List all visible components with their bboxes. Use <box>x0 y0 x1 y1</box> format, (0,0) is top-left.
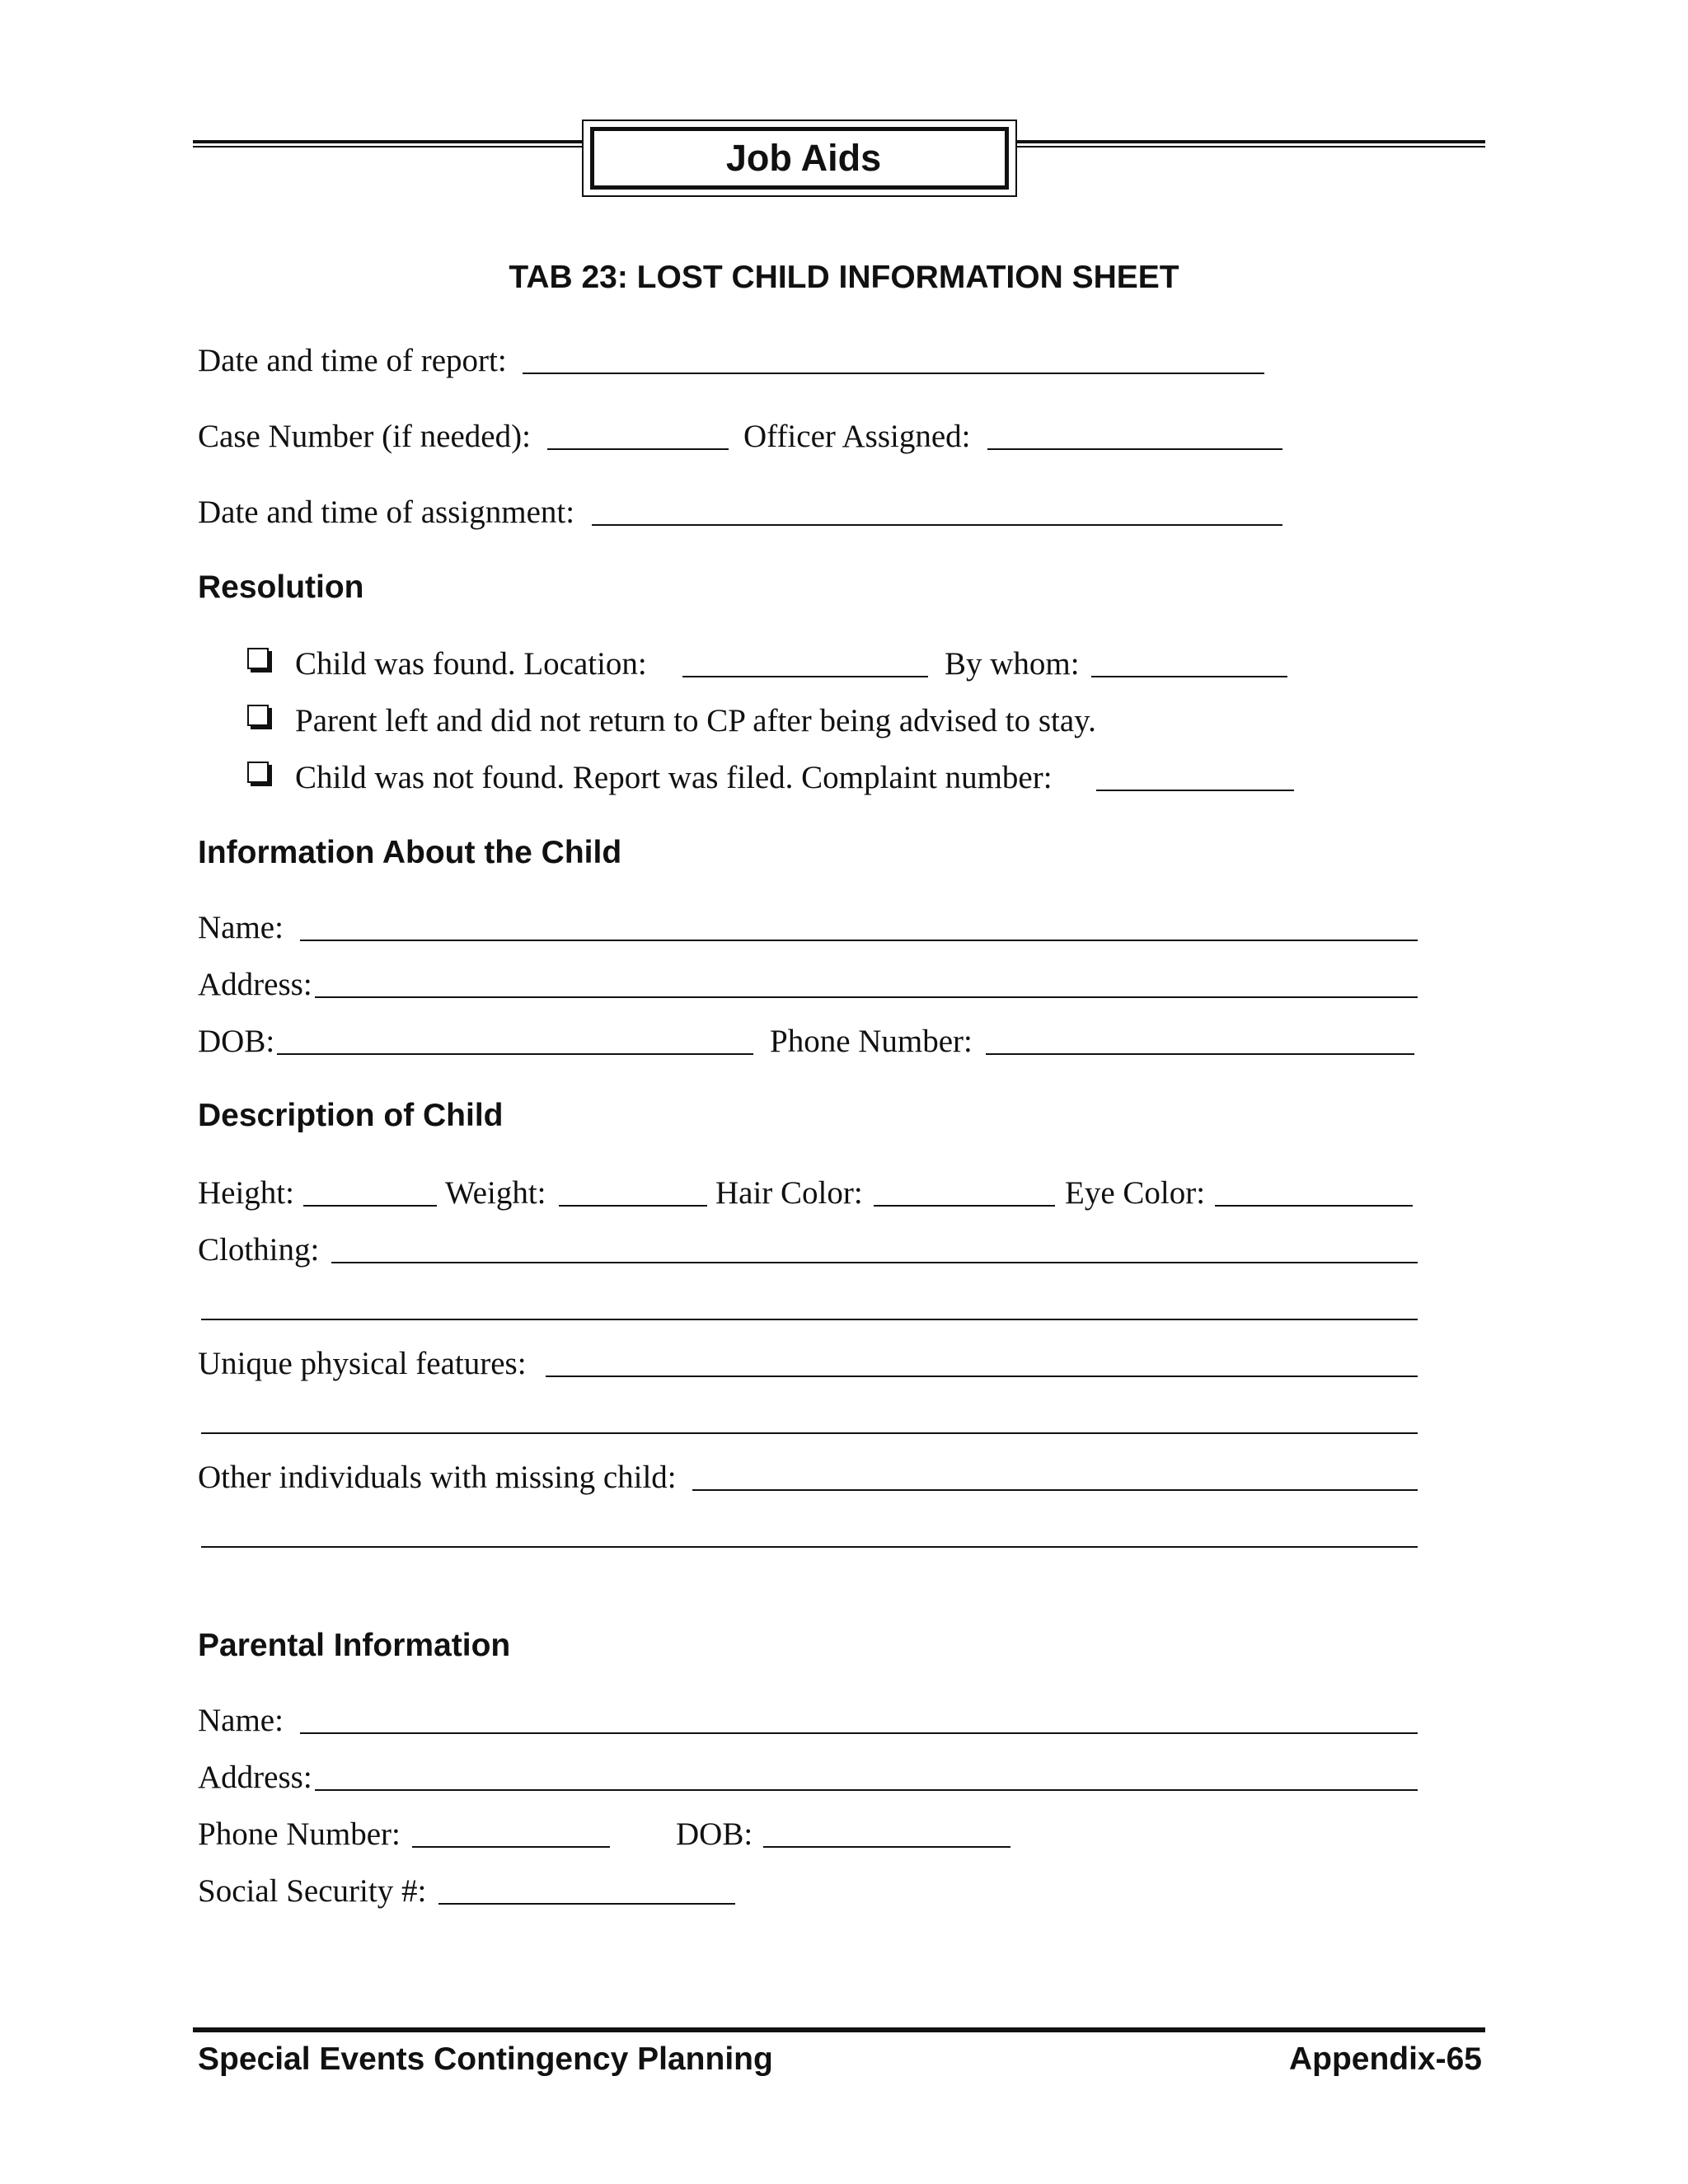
child-phone-field[interactable] <box>986 1053 1414 1055</box>
assignment-date-field[interactable] <box>592 524 1282 526</box>
job-aids-badge <box>590 127 1009 190</box>
child-found-label: Child was found. Location: <box>295 646 647 682</box>
parent-phone-field[interactable] <box>412 1846 610 1848</box>
child-found-checkbox[interactable] <box>247 648 269 669</box>
found-by-whom-label: By whom: <box>945 646 1080 682</box>
footer-right: Appendix-65 <box>1288 2041 1482 2077</box>
header-rule-right <box>1017 140 1485 143</box>
other-individuals-label: Other individuals with missing child: <box>198 1460 677 1495</box>
report-date-label: Date and time of report: <box>198 343 507 378</box>
clothing-label: Clothing: <box>198 1232 320 1268</box>
job-aids-label: Job Aids <box>725 137 882 179</box>
child-dob-field[interactable] <box>277 1053 753 1055</box>
report-date-field[interactable] <box>523 373 1264 374</box>
case-number-label: Case Number (if needed): <box>198 419 531 454</box>
child-info-heading: Information About the Child <box>198 835 622 870</box>
child-address-field[interactable] <box>315 996 1418 998</box>
assignment-date-label: Date and time of assignment: <box>198 494 575 530</box>
parent-info-heading: Parental Information <box>198 1628 511 1663</box>
found-by-whom-field[interactable] <box>1091 676 1287 677</box>
officer-assigned-field[interactable] <box>987 448 1282 450</box>
eye-color-label: Eye Color: <box>1065 1175 1206 1211</box>
child-name-field[interactable] <box>300 940 1418 941</box>
parent-left-checkbox[interactable] <box>247 705 269 726</box>
hair-color-field[interactable] <box>874 1205 1055 1207</box>
child-dob-label: DOB: <box>198 1024 275 1059</box>
parent-left-label: Parent left and did not return to CP after being advised to stay. <box>295 703 1096 738</box>
height-field[interactable] <box>303 1205 437 1207</box>
parent-address-label: Address: <box>198 1760 312 1795</box>
page-title: TAB 23: LOST CHILD INFORMATION SHEET <box>509 260 1179 295</box>
other-individuals-field-line-2[interactable] <box>201 1546 1418 1548</box>
child-not-found-checkbox[interactable] <box>247 762 269 783</box>
header-rule-right-thin <box>1017 146 1485 148</box>
unique-features-label: Unique physical features: <box>198 1346 527 1381</box>
parent-address-field[interactable] <box>315 1789 1418 1791</box>
other-individuals-field[interactable] <box>692 1489 1418 1491</box>
footer-rule <box>193 2027 1485 2032</box>
found-location-field[interactable] <box>682 676 928 677</box>
resolution-heading: Resolution <box>198 569 364 605</box>
height-label: Height: <box>198 1175 294 1211</box>
unique-features-field[interactable] <box>546 1376 1418 1377</box>
child-not-found-label: Child was not found. Report was filed. Complaint number: <box>295 760 1053 795</box>
ssn-label: Social Security #: <box>198 1873 427 1909</box>
parent-name-field[interactable] <box>300 1732 1418 1734</box>
officer-assigned-label: Officer Assigned: <box>743 419 971 454</box>
ssn-field[interactable] <box>438 1903 735 1905</box>
clothing-field[interactable] <box>331 1262 1418 1263</box>
hair-color-label: Hair Color: <box>715 1175 863 1211</box>
header-rule-left <box>193 140 582 143</box>
child-phone-label: Phone Number: <box>770 1024 973 1059</box>
parent-name-label: Name: <box>198 1703 284 1738</box>
complaint-number-field[interactable] <box>1096 790 1294 791</box>
parent-phone-label: Phone Number: <box>198 1816 401 1852</box>
clothing-field-line-2[interactable] <box>201 1319 1418 1320</box>
weight-field[interactable] <box>559 1205 707 1207</box>
child-address-label: Address: <box>198 967 312 1002</box>
unique-features-field-line-2[interactable] <box>201 1432 1418 1434</box>
parent-dob-label: DOB: <box>676 1816 753 1852</box>
weight-label: Weight: <box>445 1175 546 1211</box>
case-number-field[interactable] <box>547 448 729 450</box>
eye-color-field[interactable] <box>1215 1205 1413 1207</box>
footer-left: Special Events Contingency Planning <box>198 2041 773 2077</box>
header-rule-left-thin <box>193 146 582 148</box>
parent-dob-field[interactable] <box>763 1846 1010 1848</box>
description-heading: Description of Child <box>198 1098 504 1133</box>
child-name-label: Name: <box>198 910 284 945</box>
